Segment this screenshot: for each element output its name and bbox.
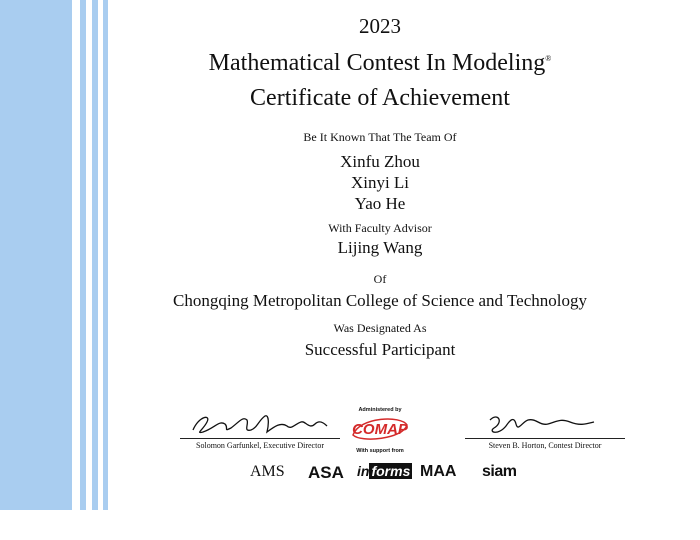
contest-director-name: Steven B. Horton, Contest Director [488,441,602,450]
contest-title-text: Mathematical Contest In Modeling [208,50,546,76]
comap-logo [347,413,413,443]
ams-logo: AMS [250,463,285,480]
signature-line [180,438,340,439]
signature-graphic [470,410,620,438]
of-label: Of [373,272,387,286]
advisor-label: With Faculty Advisor [328,221,432,235]
administered-by-label: Administered by [358,407,402,413]
certificate-subtitle: Certificate of Achievement [250,85,510,111]
executive-director-name: Solomon Garfunkel, Executive Director [196,441,324,450]
contest-director-signature [460,410,630,450]
stripe-thin [103,0,108,510]
informs-logo [357,463,412,479]
signature-line [465,438,625,439]
maa-logo: MAA [420,463,457,480]
comap-logo-text: COMAP [352,421,408,438]
stripe-wide [0,0,72,510]
registered-mark: ® [545,54,552,63]
support-label: With support from [356,448,404,454]
comap-logo-block [345,407,415,454]
signature-graphic [185,410,335,438]
advisor-name: Lijing Wang [337,238,423,257]
siam-logo: siam [482,463,517,480]
decorative-stripes [0,0,110,510]
intro-text: Be It Known That The Team Of [303,130,457,144]
designation: Successful Participant [304,340,456,359]
contest-title [110,50,650,77]
team-member: Xinyi Li [350,173,410,192]
executive-director-signature [175,410,345,450]
designated-label: Was Designated As [333,321,427,335]
certificate-year: 2023 [359,14,401,38]
institution-name: Chongqing Metropolitan College of Science and Technology [173,291,587,310]
informs-prefix: in [357,463,370,479]
stripe-thin [80,0,86,510]
team-member: Xinfu Zhou [340,152,420,171]
asa-logo: ASA [308,463,344,482]
stripe-thin [92,0,98,510]
informs-box: forms [371,463,411,479]
team-member: Yao He [354,194,406,213]
